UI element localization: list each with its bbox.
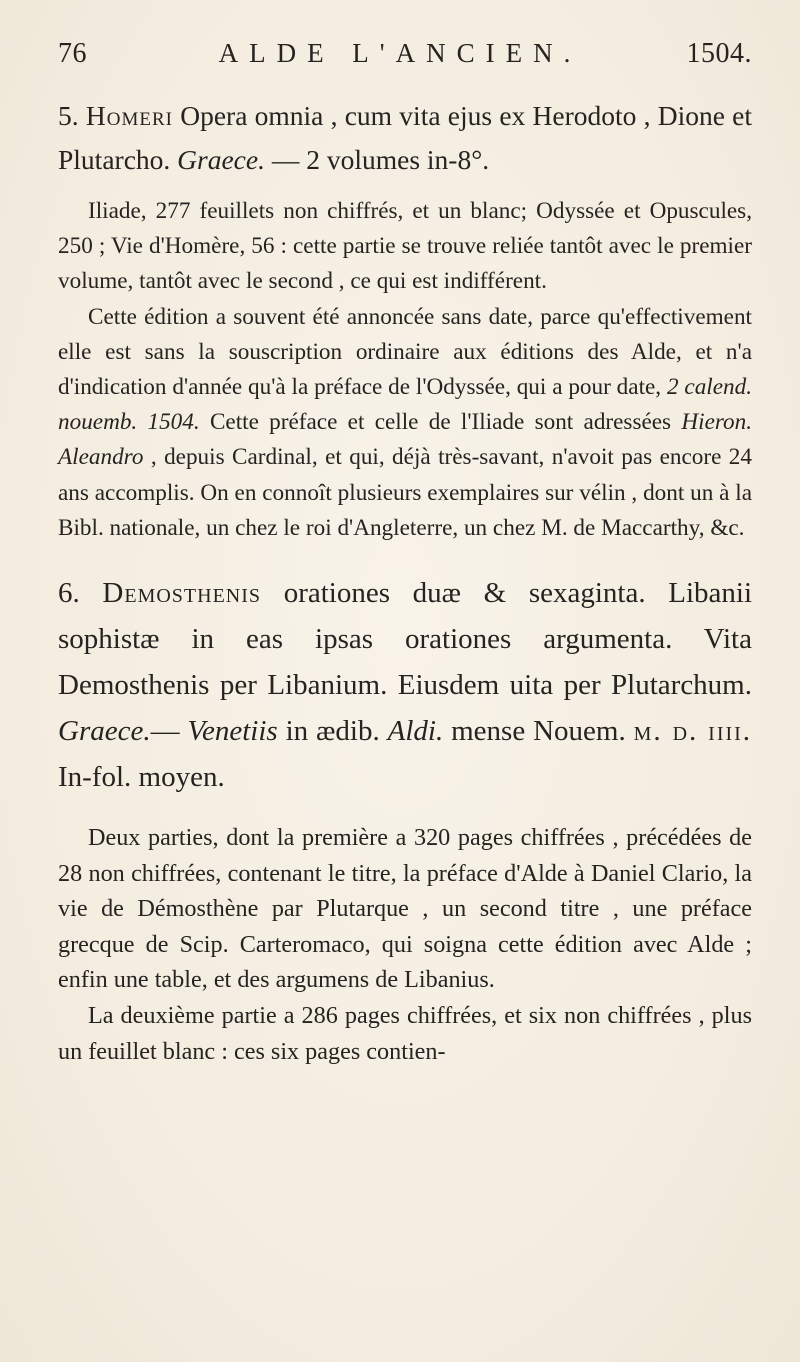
entry-6-language: Graece. — [58, 715, 151, 748]
entry-6-number: 6. — [58, 577, 80, 610]
entry-5-note-2-part-a: Cette édition a souvent été annoncée sans date, parce qu'effectivement elle est sans la souscription ordinaire aux éditions des Alde, et n'a d'indication d'année qu'à la préface de l'Odyssée, qui a pour date, — [58, 303, 752, 401]
entry-5-heading — [58, 94, 752, 182]
entry-5-preface-date: 2 calend. nouemb. 1504. — [58, 374, 753, 436]
entry-6-place: Venetiis — [187, 715, 278, 748]
entry-6-author: Demosthenis — [102, 577, 262, 610]
entry-5-note-1: Iliade, 277 feuillets non chiffrés, et un blanc; Odyssée et Opuscules, 250 ; Vie d'Homère, 56 : cette partie se trouve reliée tantôt avec le premier volume, tantôt avec le second , ce qui est indifférent. — [58, 198, 752, 295]
entry-5-note-2-part-b: Cette préface et celle de l'Iliade sont adressées — [209, 409, 672, 436]
entry-5-author: Homeri — [85, 100, 173, 131]
entry-6-format: In-fol. moyen. — [58, 761, 225, 794]
entry-6-note-2: La deuxième partie a 286 pages chiffrées, et six non chiffrées , plus un feuillet blanc : ces six pages contien- — [58, 1002, 752, 1065]
entry-6-heading — [58, 570, 752, 800]
running-year: 1504. — [686, 38, 752, 69]
running-head — [58, 38, 752, 94]
entry-5-format: — 2 volumes in-8°. — [271, 144, 490, 175]
entry-6-printer: Aldi. — [387, 715, 444, 748]
entry-5-dedicatee: Hieron. Aleandro — [58, 409, 753, 471]
entry-6-imprint-b: mense Nouem. — [451, 715, 626, 748]
entry-6-date: m. d. iiii. — [633, 715, 753, 748]
entry-6-dash: — — [150, 715, 180, 748]
entry-6-note-1: Deux parties, dont la première a 320 pages chiffrées , précédées de 28 non chiffrées, contenant le titre, la préface d'Alde à Daniel Clario, la vie de Démosthène par Plutarque , un second titre , une préface grecque de Scip. Carteromaco, qui soigna cette édition avec Alde ; enfin une table, et des argumens de Libanius. — [58, 824, 752, 994]
entry-5-note-2 — [58, 300, 752, 546]
entry-5-language: Graece. — [177, 144, 265, 175]
entry-6-imprint-a: in ædib. — [285, 715, 380, 748]
entry-5-number: 5. — [58, 100, 79, 131]
entry-5-note-2-part-c: , depuis Cardinal, et qui, déjà très-savant, n'avoit pas encore 24 ans accomplis. On en connoît plusieurs exemplaires sur vélin , dont un à la Bibl. nationale, un chez le roi d'Angleterre, un chez M. de Maccarthy, &c. — [58, 444, 752, 541]
entry-5-title: Opera omnia , cum vita ejus ex Herodoto , Dione et Plutarcho. — [58, 100, 753, 175]
running-title: ALDE L'ANCIEN. — [218, 38, 582, 68]
page-number: 76 — [58, 38, 87, 69]
entry-6-title: orationes duæ & sexaginta. Libanii sophistæ in eas ipsas orationes argumenta. Vita Demosthenis per Libanium. Eiusdem uita per Plutarchum. — [58, 577, 753, 702]
